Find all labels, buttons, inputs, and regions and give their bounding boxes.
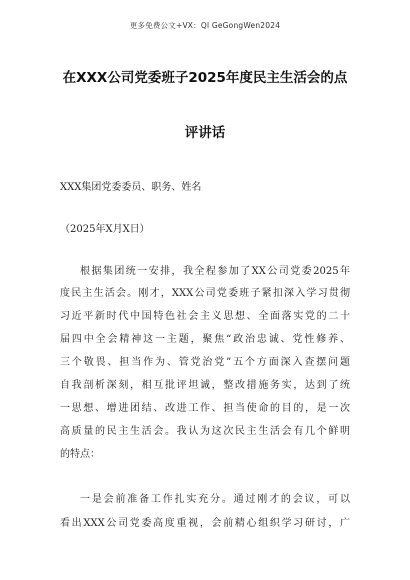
document-title-line-2: 评讲话 — [184, 125, 226, 141]
paragraph-1-line-6: 自我剖析深刻，相互批评坦诚，整改措施务实，达到了统 — [60, 380, 350, 391]
paragraph-1-line-3: 习近平新时代中国特色社会主义思想、全面落实党的二十 — [60, 311, 350, 322]
document-title-line-1: 在XXX公司党委班子2025年度民主生活会的点 — [62, 70, 348, 86]
paragraph-1-line-8: 高质量的民主生活会。我认为这次民主生活会有几个鲜明 — [60, 426, 350, 437]
author-line: XXX集团党委委员、职务、姓名 — [60, 182, 202, 193]
paragraph-2-line-2: 看出XXX公司党委高度重视，会前精心组织学习研讨，广 — [60, 518, 350, 529]
paragraph-1-line-1: 根据集团统一安排，我全程参加了XX公司党委2025年 — [80, 266, 350, 277]
paragraph-1-line-5: 三个敬畏、担当作为、管党治党”五个方面深入查摆问题 — [60, 357, 350, 368]
page-header: 更多免费公文+VX：Ql GeGongWen2024 — [129, 21, 281, 30]
paragraph-1-line-4: 届四中全会精神这一主题，聚焦“政治忠诚、党性修养、 — [60, 334, 350, 345]
paragraph-1-line-7: 一思想、增进团结、改进工作、担当使命的目的，是一次 — [60, 403, 350, 414]
date-line: （2025年X月X日） — [60, 224, 150, 235]
paragraph-2-line-1: 一是会前准备工作扎实充分。通过刚才的会议，可以 — [80, 494, 350, 505]
paragraph-1-line-9: 的特点： — [60, 449, 100, 460]
paragraph-1-line-2: 度民主生活会。刚才，XXX公司党委班子紧扣深入学习贯彻 — [60, 288, 350, 299]
